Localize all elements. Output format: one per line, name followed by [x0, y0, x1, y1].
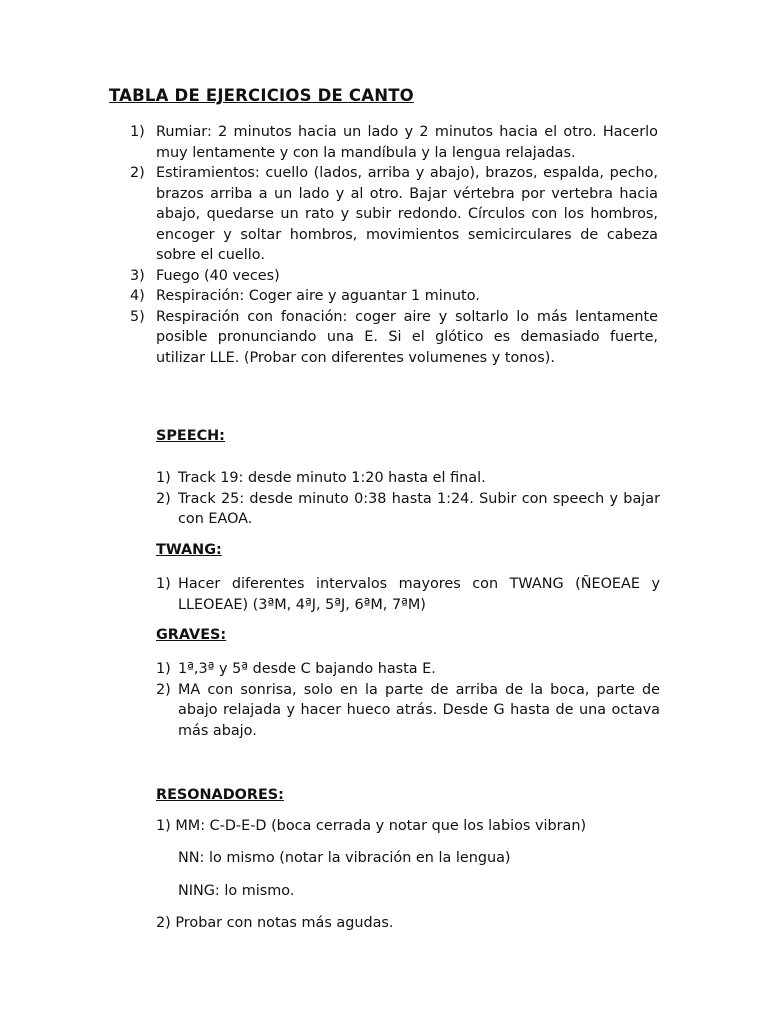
item-text: MA con sonrisa, solo en la parte de arriba de la boca, parte de abajo relajada y hacer hueco atrás. Desde G hasta de una octava más abajo.	[178, 681, 660, 739]
item-text: Respiración: Coger aire y aguantar 1 minuto.	[156, 288, 480, 304]
item-number: 1)	[130, 124, 145, 140]
list-item	[156, 468, 660, 489]
resonance-nn-line: NN: lo mismo (notar la vibración en la lengua)	[178, 850, 511, 866]
item-number: 2)	[130, 165, 145, 181]
item-text: Rumiar: 2 minutos hacia un lado y 2 minutos hacia el otro. Hacerlo muy lentamente y con la mandíbula y la lengua relajadas.	[156, 124, 658, 161]
list-item	[156, 574, 660, 615]
item-number: 1)	[156, 661, 171, 677]
item-text: MM: C-D-E-D (boca cerrada y notar que los labios vibran)	[175, 818, 587, 834]
list-item	[156, 818, 586, 834]
item-number: 1)	[156, 818, 171, 834]
list-item	[156, 915, 394, 931]
item-text: Track 19: desde minuto 1:20 hasta el final.	[178, 470, 486, 486]
item-text: 1ª,3ª y 5ª desde C bajando hasta E.	[178, 661, 436, 677]
item-text: Hacer diferentes intervalos mayores con TWANG (ÑEOEAE y LLEOEAE) (3ªM, 4ªJ, 5ªJ, 6ªM, 7ªM)	[178, 576, 660, 613]
item-text: Respiración con fonación: coger aire y soltarlo lo más lentamente posible pronunciando una E. Si el glótico es demasiado fuerte, utilizar LLE. (Probar con diferentes volumenes y tonos).	[156, 308, 658, 366]
section-heading-twang: TWANG:	[156, 542, 222, 558]
list-item	[109, 122, 658, 163]
section-heading-graves: GRAVES:	[156, 627, 227, 643]
section-heading-speech: SPEECH:	[156, 428, 225, 444]
list-item	[156, 489, 660, 530]
resonance-ning-line: NING: lo mismo.	[178, 883, 295, 899]
item-number: 2)	[156, 915, 171, 931]
list-item	[109, 266, 658, 287]
item-number: 2)	[156, 490, 171, 507]
list-item	[109, 286, 658, 307]
twang-list	[156, 574, 660, 615]
item-number: 4)	[130, 288, 145, 304]
graves-list	[156, 659, 660, 741]
item-number: 2)	[156, 681, 171, 698]
item-number: 5)	[130, 308, 145, 325]
warmup-exercise-list	[109, 122, 658, 368]
speech-list	[156, 468, 660, 530]
item-number: 1)	[156, 576, 171, 592]
item-number: 1)	[156, 470, 171, 486]
section-heading-resonadores: RESONADORES:	[156, 787, 284, 803]
item-number: 3)	[130, 267, 145, 284]
document-title: TABLA DE EJERCICIOS DE CANTO	[109, 86, 414, 105]
item-text: Fuego (40 veces)	[156, 267, 280, 284]
item-text: Estiramientos: cuello (lados, arriba y abajo), brazos, espalda, pecho, brazos arriba a un lado y al otro. Bajar vértebra por vertebra hacia abajo, quedarse un rato y subir redondo. Círculos con los hombros, encoger y soltar hombros, movimientos semicirculares de cabeza sobre el cuello.	[156, 165, 658, 263]
list-item	[156, 659, 660, 680]
item-text: Probar con notas más agudas.	[175, 915, 394, 931]
list-item	[156, 680, 660, 742]
list-item	[109, 307, 658, 369]
item-text: Track 25: desde minuto 0:38 hasta 1:24. Subir con speech y bajar con EAOA.	[178, 490, 660, 527]
list-item	[109, 163, 658, 266]
